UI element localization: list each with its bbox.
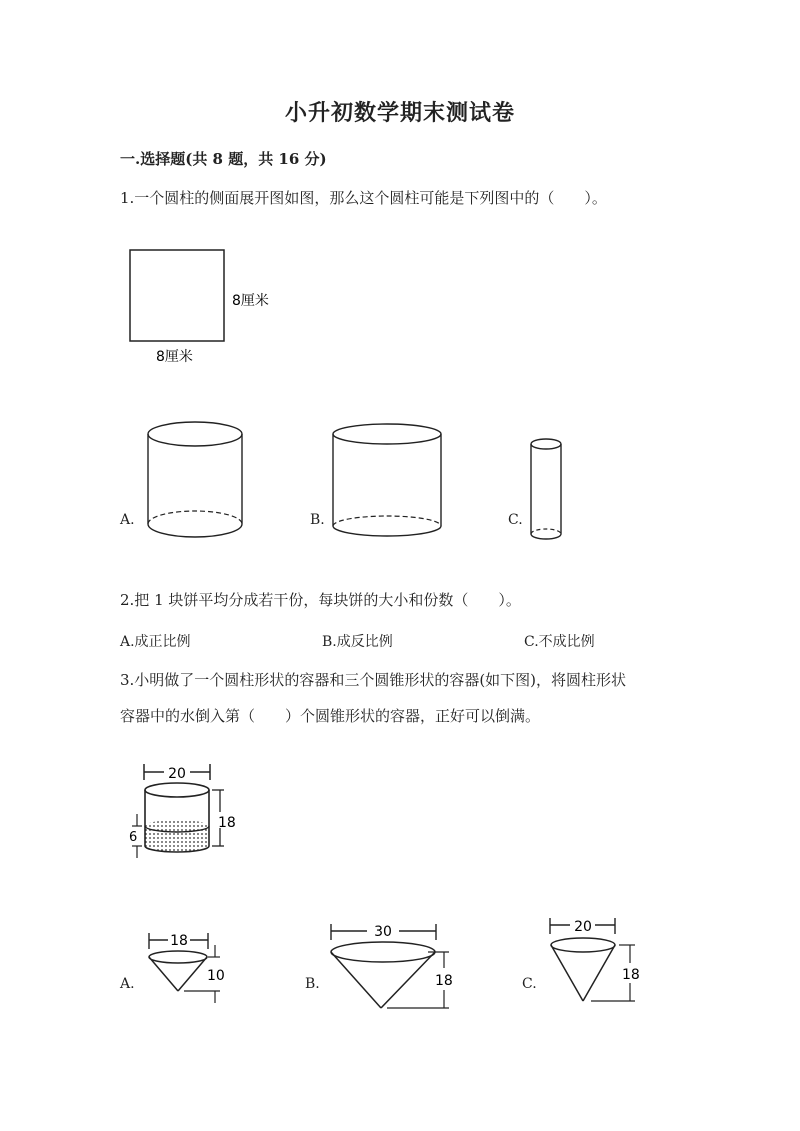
cone-b-diameter-label: 30: [374, 924, 392, 940]
cylinder-diameter-label: 20: [168, 766, 186, 782]
cone-c-height-label: 18: [622, 967, 640, 983]
cone-c-diameter-label: 20: [574, 919, 592, 935]
q1-square-net-figure: [120, 240, 290, 370]
section-heading: 一.选择题(共 8 题，共 16 分): [120, 150, 327, 168]
q2-option-a[interactable]: A.成正比例: [120, 634, 191, 650]
q1-cylinder-a: [145, 420, 250, 550]
q1-option-a[interactable]: A.: [120, 512, 135, 528]
q3-cone-a: [140, 925, 240, 1010]
cylinder-height-label: 18: [218, 815, 236, 831]
q3-cone-b: [325, 918, 460, 1018]
q3-option-c[interactable]: C.: [522, 976, 537, 992]
q1-option-b[interactable]: B.: [310, 512, 325, 528]
water-height-label: 6: [129, 830, 138, 845]
question-1-text: 1.一个圆柱的侧面展开图如图，那么这个圆柱可能是下列图中的（ ）。: [120, 189, 607, 207]
q1-cylinder-b: [330, 422, 450, 542]
page-title: 小升初数学期末测试卷: [284, 100, 515, 126]
question-2-text: 2.把 1 块饼平均分成若干份，每块饼的大小和份数（ ）。: [120, 591, 521, 609]
square-net: [130, 250, 224, 341]
side-length-label: 8厘米: [232, 293, 269, 309]
q2-option-c[interactable]: C.不成比例: [524, 634, 595, 650]
q3-option-a[interactable]: A.: [120, 976, 135, 992]
q2-option-b[interactable]: B.成反比例: [322, 634, 393, 650]
q3-cylinder-figure: [120, 760, 250, 865]
q3-cone-c: [543, 913, 653, 1013]
q3-option-b[interactable]: B.: [305, 976, 320, 992]
question-3-line-2: 容器中的水倒入第（ ）个圆锥形状的容器，正好可以倒满。: [120, 707, 541, 725]
cone-a-height-label: 10: [207, 968, 225, 984]
question-3-line-1: 3.小明做了一个圆柱形状的容器和三个圆锥形状的容器(如下图)，将圆柱形状: [120, 671, 627, 689]
cone-a-diameter-label: 18: [170, 933, 188, 949]
cone-b-height-label: 18: [435, 973, 453, 989]
q1-cylinder-c: [528, 436, 568, 548]
q1-option-c[interactable]: C.: [508, 512, 523, 528]
bottom-length-label: 8厘米: [156, 349, 193, 365]
